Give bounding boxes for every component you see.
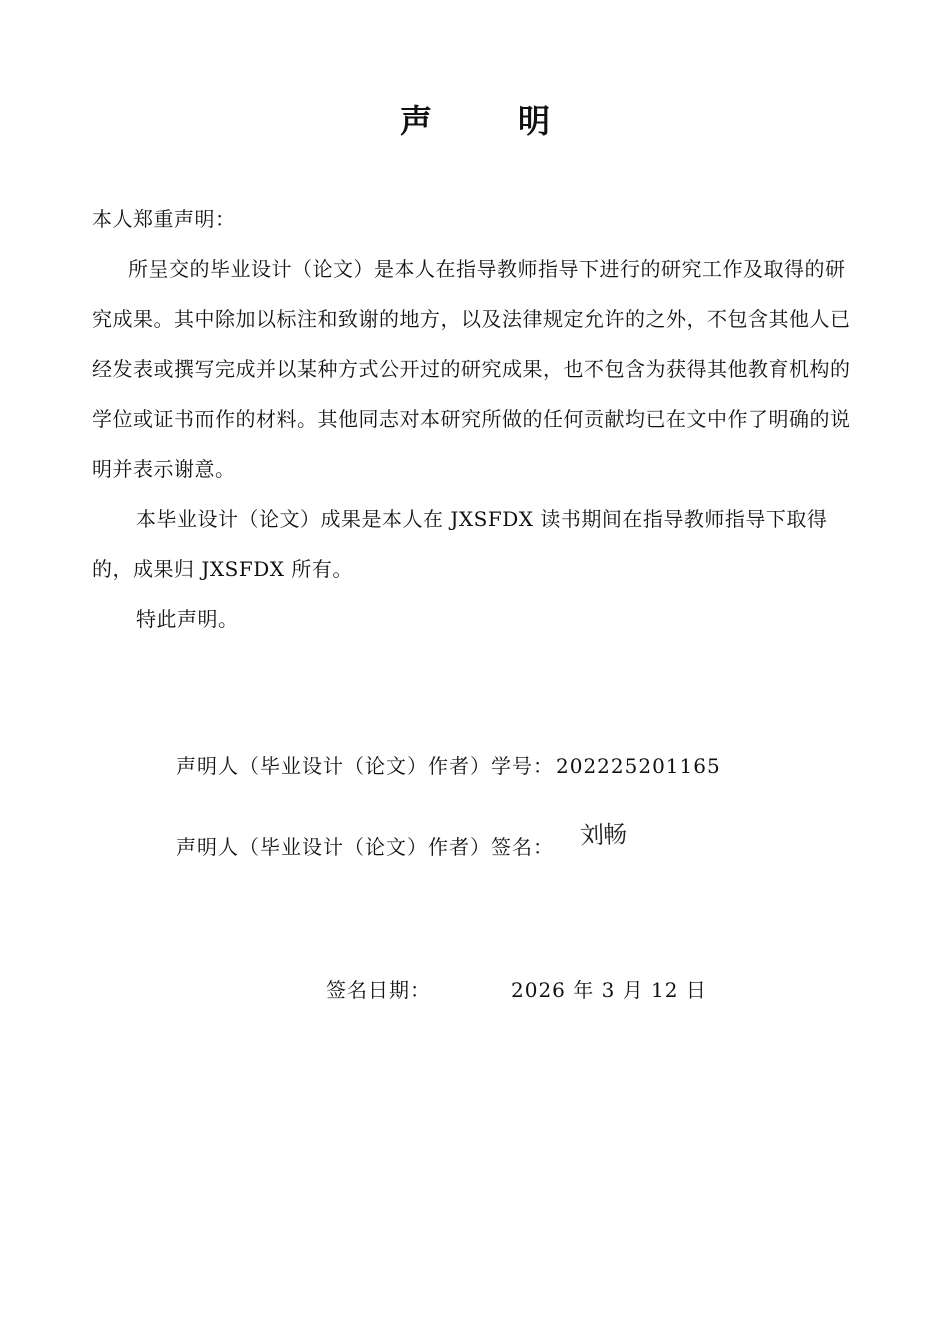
page-title (0, 96, 950, 142)
title-char-2: 明 (518, 102, 551, 140)
handwritten-signature: 刘畅 (579, 820, 627, 850)
signing-date-line (326, 974, 707, 1003)
student-id-value: 202225201165 (556, 754, 721, 778)
paragraph-ownership: 本毕业设计（论文）成果是本人在 JXSFDX 读书期间在指导教师指导下取得的，成果归 JXSFDX 所有。 (92, 507, 828, 581)
closing-line: 特此声明。 (136, 607, 239, 631)
signature-line (176, 831, 554, 860)
declaration-body (92, 194, 860, 644)
signing-date-label: 签名日期： (326, 978, 431, 1002)
signature-label: 声明人（毕业设计（论文）作者）签名： (176, 835, 554, 859)
student-id-line (176, 750, 721, 779)
title-char-1: 声 (399, 102, 432, 140)
signing-date-value: 2026 年 3 月 12 日 (511, 978, 707, 1002)
opening-line: 本人郑重声明： (92, 207, 236, 231)
paragraph-originality: 所呈交的毕业设计（论文）是本人在指导教师指导下进行的研究工作及取得的研究成果。其中除加以标注和致谢的地方，以及法律规定允许的之外，不包含其他人已经发表或撰写完成并以某种方式公开过的研究成果，也不包含为获得其他教育机构的学位或证书而作的材料。其他同志对本研究所做的任何贡献均已在文中作了明确的说明并表示谢意。 (92, 257, 851, 481)
student-id-label: 声明人（毕业设计（论文）作者）学号： (176, 754, 554, 778)
